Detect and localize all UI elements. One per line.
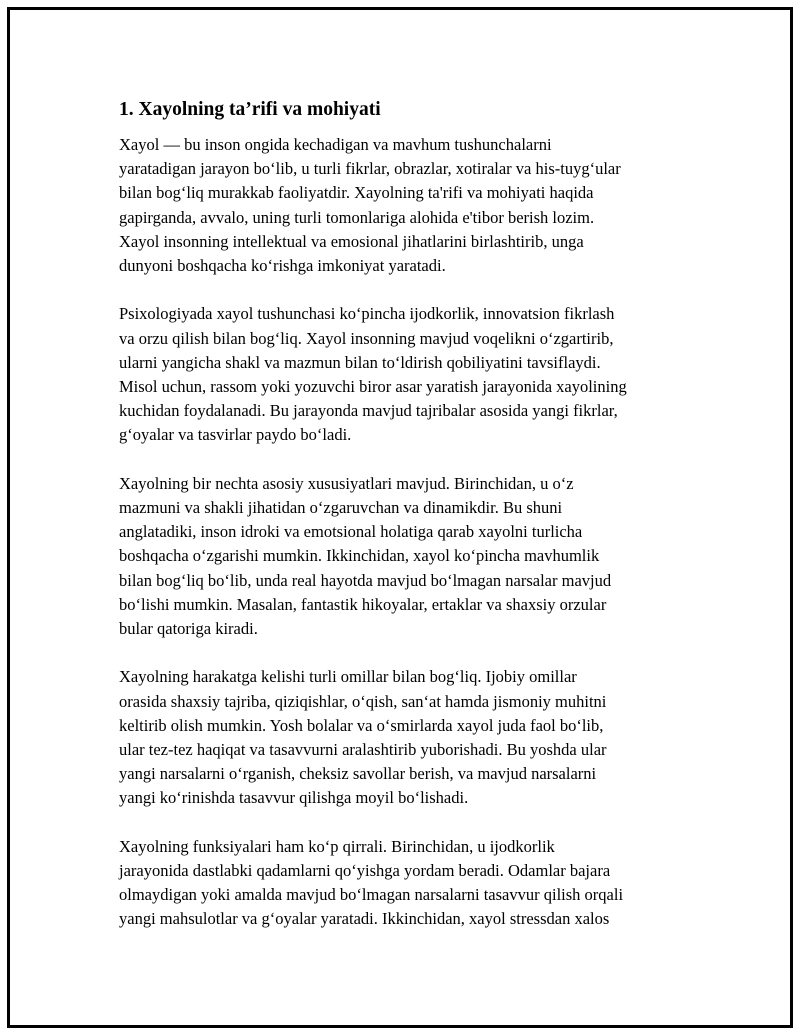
paragraph-3 bbox=[119, 472, 709, 641]
text-line: Psixologiyada xayol tushunchasi ko‘pincha ijodkorlik, innovatsion fikrlash bbox=[119, 304, 615, 324]
text-line: bilan bog‘liq bo‘lib, unda real hayotda mavjud bo‘lmagan narsalar mavjud bbox=[119, 570, 612, 590]
text-line: ularni yangicha shakl va mazmun bilan to‘ldirish qobiliyatini tavsiflaydi. bbox=[119, 352, 601, 372]
text-line: yaratadigan jarayon bo‘lib, u turli fikrlar, obrazlar, xotiralar va his-tuyg‘ular bbox=[119, 159, 621, 179]
text-line: bo‘lishi mumkin. Masalan, fantastik hikoyalar, ertaklar va shaxsiy orzular bbox=[119, 594, 607, 614]
text-line: orasida shaxsiy tajriba, qiziqishlar, o‘qish, san‘at hamda jismoniy muhitni bbox=[119, 691, 607, 711]
text-line: Misol uchun, rassom yoki yozuvchi biror asar yaratish jarayonida xayolining bbox=[119, 377, 627, 397]
text-line: Xayolning funksiyalari ham ko‘p qirrali. Birinchidan, u ijodkorlik bbox=[119, 836, 555, 856]
text-line: anglatadiki, inson idroki va emotsional holatiga qarab xayolni turlicha bbox=[119, 522, 583, 542]
text-line: yangi ko‘rinishda tasavvur qilishga moyil bo‘lishadi. bbox=[119, 788, 469, 808]
text-line: gapirganda, avvalo, uning turli tomonlariga alohida e'tibor berish lozim. bbox=[119, 207, 595, 227]
text-line: bilan bog‘liq murakkab faoliyatdir. Xayolning ta'rifi va mohiyati haqida bbox=[119, 183, 594, 203]
text-line: olmaydigan yoki amalda mavjud bo‘lmagan narsalarni tasavvur qilish orqali bbox=[119, 885, 624, 905]
text-line: mazmuni va shakli jihatidan o‘zgaruvchan va dinamikdir. Bu shuni bbox=[119, 498, 563, 518]
section-heading: 1. Xayolning ta’rifi va mohiyati bbox=[119, 99, 381, 120]
text-line: va orzu qilish bilan bog‘liq. Xayol insonning mavjud voqelikni o‘zgartirib, bbox=[119, 328, 614, 348]
text-line: Xayol insonning intellektual va emosional jihatlarini birlashtirib, unga bbox=[119, 231, 584, 251]
paragraph-4 bbox=[119, 665, 709, 810]
text-line: yangi mahsulotlar va g‘oyalar yaratadi. Ikkinchidan, xayol stressdan xalos bbox=[119, 909, 610, 929]
document-content bbox=[119, 97, 709, 956]
text-line: yangi narsalarni o‘rganish, cheksiz savollar berish, va mavjud narsalarni bbox=[119, 764, 597, 784]
text-line: jarayonida dastlabki qadamlarni qo‘yishga yordam beradi. Odamlar bajara bbox=[119, 861, 611, 881]
text-line: boshqacha o‘zgarishi mumkin. Ikkinchidan, xayol ko‘pincha mavhumlik bbox=[119, 546, 600, 566]
text-line: kuchidan foydalanadi. Bu jarayonda mavjud tajribalar asosida yangi fikrlar, bbox=[119, 401, 618, 421]
paragraph-5 bbox=[119, 835, 709, 932]
text-line: Xayol — bu inson ongida kechadigan va mavhum tushunchalarni bbox=[119, 135, 552, 154]
text-line: Xayolning bir nechta asosiy xususiyatlari mavjud. Birinchidan, u o‘z bbox=[119, 473, 574, 493]
text-line: Xayolning harakatga kelishi turli omillar bilan bog‘liq. Ijobiy omillar bbox=[119, 667, 577, 687]
text-line: keltirib olish mumkin. Yosh bolalar va o‘smirlarda xayol juda faol bo‘lib, bbox=[119, 715, 604, 735]
text-line: dunyoni boshqacha ko‘rishga imkoniyat yaratadi. bbox=[119, 256, 446, 276]
text-line: bular qatoriga kiradi. bbox=[119, 619, 258, 639]
page-frame bbox=[7, 7, 793, 1028]
text-line: g‘oyalar va tasvirlar paydo bo‘ladi. bbox=[119, 425, 352, 445]
paragraph-2 bbox=[119, 302, 709, 447]
paragraph-1 bbox=[119, 133, 709, 278]
text-line: ular tez-tez haqiqat va tasavvurni aralashtirib yuborishadi. Bu yoshda ular bbox=[119, 740, 607, 760]
